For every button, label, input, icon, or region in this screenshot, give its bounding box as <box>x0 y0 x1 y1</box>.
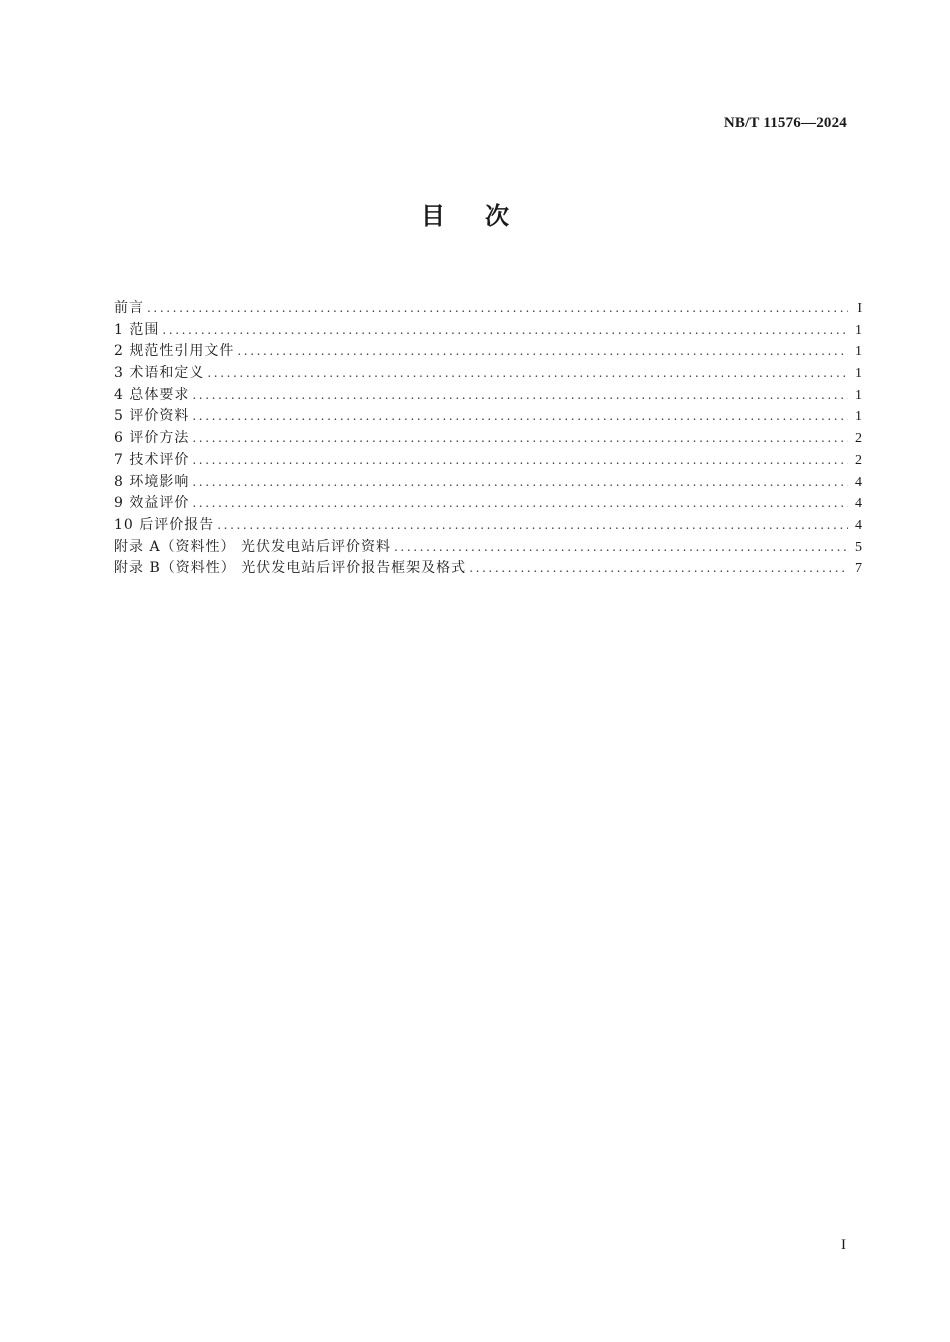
toc-entry-label: 附录 A（资料性） 光伏发电站后评价资料 <box>114 538 392 555</box>
toc-leader-dots <box>217 515 848 537</box>
toc-entry-page: 2 <box>855 431 862 447</box>
toc-leader-dots <box>394 537 848 559</box>
toc-entry-page: 2 <box>855 452 862 468</box>
toc-entry-evaluation-methods[interactable] <box>114 428 862 450</box>
toc-leader-dots <box>192 493 848 515</box>
toc-entry-page: I <box>857 301 862 316</box>
toc-entry-label: 附录 B（资料性） 光伏发电站后评价报告框架及格式 <box>114 560 467 577</box>
toc-entry-page: 1 <box>855 344 862 360</box>
toc-entry-label: 4 总体要求 <box>114 386 190 403</box>
toc-entry-page: 1 <box>855 409 862 425</box>
toc-entry-benefit-evaluation[interactable] <box>114 493 862 515</box>
toc-leader-dots <box>192 428 848 450</box>
document-code: NB/T 11576—2024 <box>723 115 847 131</box>
toc-entry-page: 4 <box>855 517 862 533</box>
toc-entry-preface[interactable] <box>114 298 862 320</box>
toc-entry-page: 7 <box>855 561 862 577</box>
toc-entry-appendix-b[interactable] <box>114 558 862 580</box>
toc-entry-environmental-impact[interactable] <box>114 472 862 494</box>
toc-leader-dots <box>147 298 848 320</box>
toc-entry-label: 7 技术评价 <box>114 451 190 468</box>
toc-entry-label: 2 规范性引用文件 <box>114 343 235 360</box>
toc-entry-label: 10 后评价报告 <box>114 516 215 533</box>
toc-entry-post-evaluation-report[interactable] <box>114 515 862 537</box>
toc-leader-dots <box>192 450 848 472</box>
toc-leader-dots <box>192 385 848 407</box>
toc-entry-label: 3 术语和定义 <box>114 365 205 382</box>
toc-leader-dots <box>192 406 848 428</box>
toc-leader-dots <box>162 320 848 342</box>
toc-entry-label: 6 评价方法 <box>114 430 190 447</box>
toc-leader-dots <box>469 558 848 580</box>
toc-entry-label: 5 评价资料 <box>114 408 190 425</box>
toc-leader-dots <box>207 363 848 385</box>
table-of-contents <box>114 298 862 580</box>
toc-entry-technical-evaluation[interactable] <box>114 450 862 472</box>
toc-entry-normative-references[interactable] <box>114 341 862 363</box>
toc-entry-label: 1 范围 <box>114 321 160 338</box>
toc-entry-general-requirements[interactable] <box>114 385 862 407</box>
toc-leader-dots <box>237 341 848 363</box>
toc-entry-page: 1 <box>855 387 862 403</box>
toc-entry-scope[interactable] <box>114 320 862 342</box>
toc-entry-page: 4 <box>855 474 862 490</box>
page-number: I <box>841 1237 846 1253</box>
toc-entry-page: 1 <box>855 322 862 338</box>
toc-entry-page: 4 <box>855 496 862 512</box>
toc-entry-appendix-a[interactable] <box>114 537 862 559</box>
toc-entry-label: 9 效益评价 <box>114 495 190 512</box>
toc-entry-terms-definitions[interactable] <box>114 363 862 385</box>
toc-leader-dots <box>192 472 848 494</box>
toc-entry-label: 前言 <box>114 300 144 316</box>
page-title: 目次 <box>421 202 549 230</box>
toc-entry-label: 8 环境影响 <box>114 473 190 490</box>
toc-entry-page: 5 <box>855 539 862 555</box>
toc-entry-page: 1 <box>855 366 862 382</box>
toc-entry-evaluation-data[interactable] <box>114 406 862 428</box>
